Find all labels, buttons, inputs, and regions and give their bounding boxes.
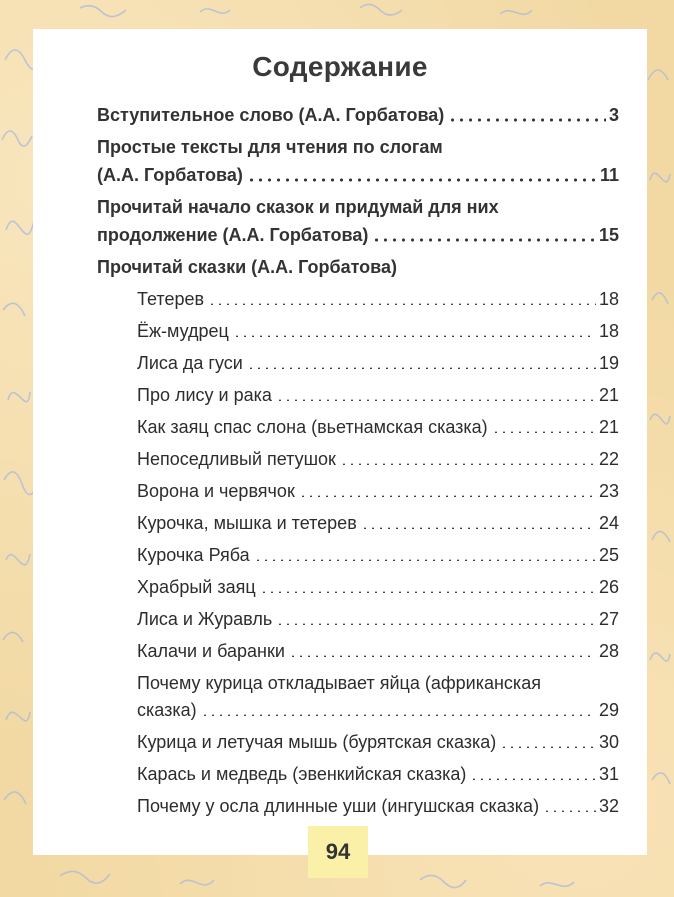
dot-leader xyxy=(260,591,596,593)
toc-entry-text: Курица и летучая мышь (бурятская сказка) xyxy=(137,732,497,752)
toc-entry-text: Лиса и Журавль xyxy=(137,609,273,629)
toc-entry-page: 26 xyxy=(598,577,619,597)
toc-entry[interactable] xyxy=(137,731,619,753)
toc-entry[interactable] xyxy=(137,544,619,566)
dot-leader xyxy=(340,463,596,465)
toc-entry[interactable] xyxy=(137,288,619,310)
toc-entry-text: Непоседливый петушок xyxy=(137,449,336,469)
page-title: Содержание xyxy=(252,51,428,82)
toc-entry-text: Лиса да гуси xyxy=(137,353,243,373)
toc-entry-page: 25 xyxy=(598,545,619,565)
toc-entry-page: 24 xyxy=(598,513,619,533)
toc-entry-text: Тетерев xyxy=(137,289,205,309)
dot-leader xyxy=(201,714,596,716)
dot-leader xyxy=(208,303,596,305)
toc-entry-text: Калачи и баранки xyxy=(137,641,285,661)
dot-leader xyxy=(361,527,596,529)
dot-leader xyxy=(276,623,596,625)
toc-entry-page: 3 xyxy=(608,105,619,125)
toc-entry-text: Курочка Ряба xyxy=(137,545,250,565)
toc-entry-start-tales[interactable] xyxy=(97,224,619,246)
dot-leader xyxy=(372,238,596,242)
toc-entry-page: 27 xyxy=(598,609,619,629)
toc-entry-text: Курочка, мышка и тетерев xyxy=(137,513,357,533)
dot-leader xyxy=(543,810,596,812)
toc-entry[interactable] xyxy=(137,416,619,438)
toc-entry-page: 21 xyxy=(598,417,619,437)
toc-entry-split-line1[interactable]: Почему курица откладывает яйца (африканская xyxy=(137,673,541,693)
toc-entry-text: сказка) xyxy=(137,700,197,720)
toc-entry-text: Ёж-мудрец xyxy=(137,321,229,341)
toc-entry-page: 29 xyxy=(598,700,619,720)
toc-entry-text: Вступительное слово (А.А. Горбатова) xyxy=(97,105,445,125)
toc-entry-intro[interactable] xyxy=(97,104,619,126)
toc-entry-page: 18 xyxy=(598,321,619,341)
dot-leader xyxy=(492,431,596,433)
dot-leader xyxy=(254,559,596,561)
toc-entry-page: 32 xyxy=(598,796,619,816)
toc-entry-page: 21 xyxy=(598,385,619,405)
toc-entry[interactable] xyxy=(137,576,619,598)
toc-entry-page: 19 xyxy=(598,353,619,373)
toc-entry-page: 30 xyxy=(598,732,619,752)
toc-entry[interactable] xyxy=(137,480,619,502)
toc-entry-text: Карась и медведь (эвенкийская сказка) xyxy=(137,764,467,784)
dot-leader xyxy=(233,335,596,337)
toc-entry[interactable] xyxy=(137,795,619,817)
toc-entry[interactable] xyxy=(137,763,619,785)
toc-entry-page: 23 xyxy=(598,481,619,501)
toc-entry-text: Ворона и червячок xyxy=(137,481,295,501)
toc-entry[interactable] xyxy=(137,448,619,470)
dot-leader xyxy=(247,367,596,369)
dot-leader xyxy=(276,399,596,401)
toc-entry-page: 28 xyxy=(598,641,619,661)
toc-entry-text: Храбрый заяц xyxy=(137,577,256,597)
dot-leader xyxy=(448,118,606,122)
dot-leader xyxy=(470,778,596,780)
toc-entry-page: 11 xyxy=(599,165,619,185)
toc-entry[interactable] xyxy=(137,384,619,406)
toc-entry-split[interactable] xyxy=(137,699,619,721)
toc-entry-simple-texts[interactable] xyxy=(97,164,619,186)
toc-entry-simple-texts-line1[interactable]: Простые тексты для чтения по слогам xyxy=(97,137,443,157)
toc-entry[interactable] xyxy=(137,352,619,374)
toc-entry-start-tales-line1[interactable]: Прочитай начало сказок и придумай для них xyxy=(97,197,499,217)
toc-entry[interactable] xyxy=(137,512,619,534)
dot-leader xyxy=(500,746,596,748)
toc-entry-page: 18 xyxy=(598,289,619,309)
toc-entry-text: Про лису и рака xyxy=(137,385,272,405)
dot-leader xyxy=(299,495,596,497)
toc-entry-text: (А.А. Горбатова) xyxy=(97,165,243,185)
toc-entry-text: продолжение (А.А. Горбатова) xyxy=(97,225,369,245)
dot-leader xyxy=(289,655,596,657)
toc-entry[interactable] xyxy=(137,608,619,630)
toc-entry[interactable] xyxy=(137,640,619,662)
toc-entry-page: 15 xyxy=(598,225,619,245)
toc-entry-text: Почему у осла длинные уши (ингушская сказка) xyxy=(137,796,540,816)
page-number: 94 xyxy=(308,826,368,878)
toc-section-read-tales[interactable]: Прочитай сказки (А.А. Горбатова) xyxy=(97,257,397,277)
toc-entry-page: 31 xyxy=(598,764,619,784)
toc-entry-text: Как заяц спас слона (вьетнамская сказка) xyxy=(137,417,488,437)
dot-leader xyxy=(247,178,597,182)
toc-entry[interactable] xyxy=(137,320,619,342)
toc-entry-page: 22 xyxy=(598,449,619,469)
